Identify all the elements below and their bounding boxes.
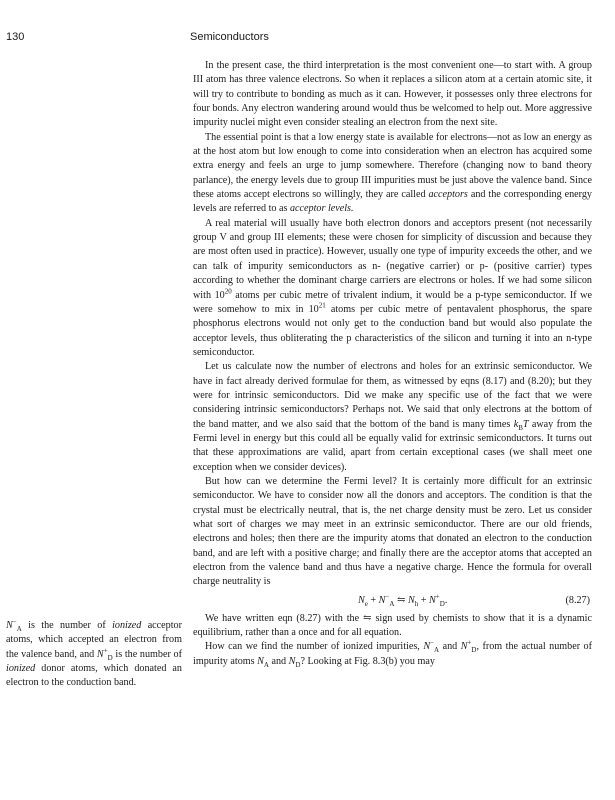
margin-note — [6, 619, 182, 691]
equation-body: $N_e + N^-_A$ ⇋ $N_h + N^+_D$. — [358, 592, 448, 608]
equation-number: (8.27) — [565, 594, 590, 606]
running-title: Semiconductors — [190, 31, 269, 43]
term-acceptors: acceptors — [428, 189, 468, 201]
paragraph-6: We have written eqn (8.27) with the ⇋ sign used by chemists to show that it is a dynamic equilibrium, rather than a once and for all equation. — [193, 612, 592, 639]
paragraph-4: Let us calculate now the number of electrons and holes for an extrinsic semiconductor. We have in fact already derived formulae for them, as witnessed by eqns (8.17) and (8.20); but they were for intrinsic semiconductors. Did we make any specific use of the fact that we were considering intrinsic semiconductors? Perhaps not. We said that only electrons at the bottom of the band matter, and we also said that the bottom of the band is many times $k_BT$ away from the Fermi level in energy but this could all be equally valid for extrinsic semiconductors. It turns out that these approximations are valid, apart from certain exceptional cases (we shall meet one exception when we consider devices). — [193, 361, 592, 473]
equation-8-27 — [193, 590, 592, 612]
paragraph-1: In the present case, the third interpretation is the most convenient one—to start with. A group III atom has three valence electrons. So when it replaces a silicon atom at a certain atomic site, it will try to contribute to bonding as much as it can. However, it possesses only three electrons for four bonds. Any electron wandering around would thus be welcomed to help out. More aggressive impurity nuclei might even consider stealing an electron from the next site. — [193, 60, 592, 129]
margin-note-text: $N^-_A$ is the number of ionized acceptor atoms, which accepted an electron from the valence band, and $N^+_D$ is the number of ionized donor atoms, which donated an electron to the conduction band. — [6, 617, 182, 689]
paragraph-7: How can we find the number of ionized impurities, $N^-_A$ and $N^+_D$, from the actual number of impurity atoms $N_A$ and $N_D$? Looking at Fig. 8.3(b) you may — [193, 639, 592, 669]
page-header — [0, 31, 615, 47]
main-text-column — [193, 59, 592, 669]
page-number: 130 — [6, 31, 25, 43]
paragraph-2: The essential point is that a low energy state is available for electrons—not as low an energy as at the host atom but low enough to come into consideration when an electron has acquired some extra energy and feels an urge to jump somewhere. Therefore (changing now to band theory parlance), the energy levels due to group III impurities must be just above the valence band. Since these atoms accept electrons so willingly, they are called acceptors and the corresponding energy levels are referred to as acceptor levels. — [193, 131, 592, 215]
paragraph-5: But how can we determine the Fermi level? It is certainly more difficult for an extrinsic semiconductor. We have to consider now all the donors and acceptors. The condition is that the crystal must be electrically neutral, that is, the net charge density must be zero. Let us consider what sort of charges we may meet in an extrinsic semiconductor. There are our old friends, electrons and holes; then there are the impurity atoms that donated an electron to the conduction band, and are left with a positive charge; and finally there are the acceptor atoms that accepted an electron from the valence band and thus have a negative charge. Hence the formula for overall charge neutrality is — [193, 475, 592, 588]
paragraph-3: A real material will usually have both electron donors and acceptors present (not necessarily group V and group III elements; these were chosen for simplicity of discussion and because they are most often used in practice). However, usually one type of impurity exceeds the other, and we can talk of impurity semiconductors as n- (negative carrier) or p- (positive carrier) types according to whether the dominant charge carriers are electrons or holes. If we had some silicon with $10^{20}$ atoms per cubic metre of trivalent indium, it would be a p-type semiconductor. If we were somehow to mix in $10^{21}$ atoms per cubic metre of pentavalent phosphorus, the spare phosphorus electrons would not only get to the conduction band but would also populate the acceptor levels, thus obliterating the p characteristics of the silicon and turning it into an n-type semiconductor. — [193, 217, 592, 358]
term-acceptor-levels: acceptor levels. — [289, 203, 354, 215]
